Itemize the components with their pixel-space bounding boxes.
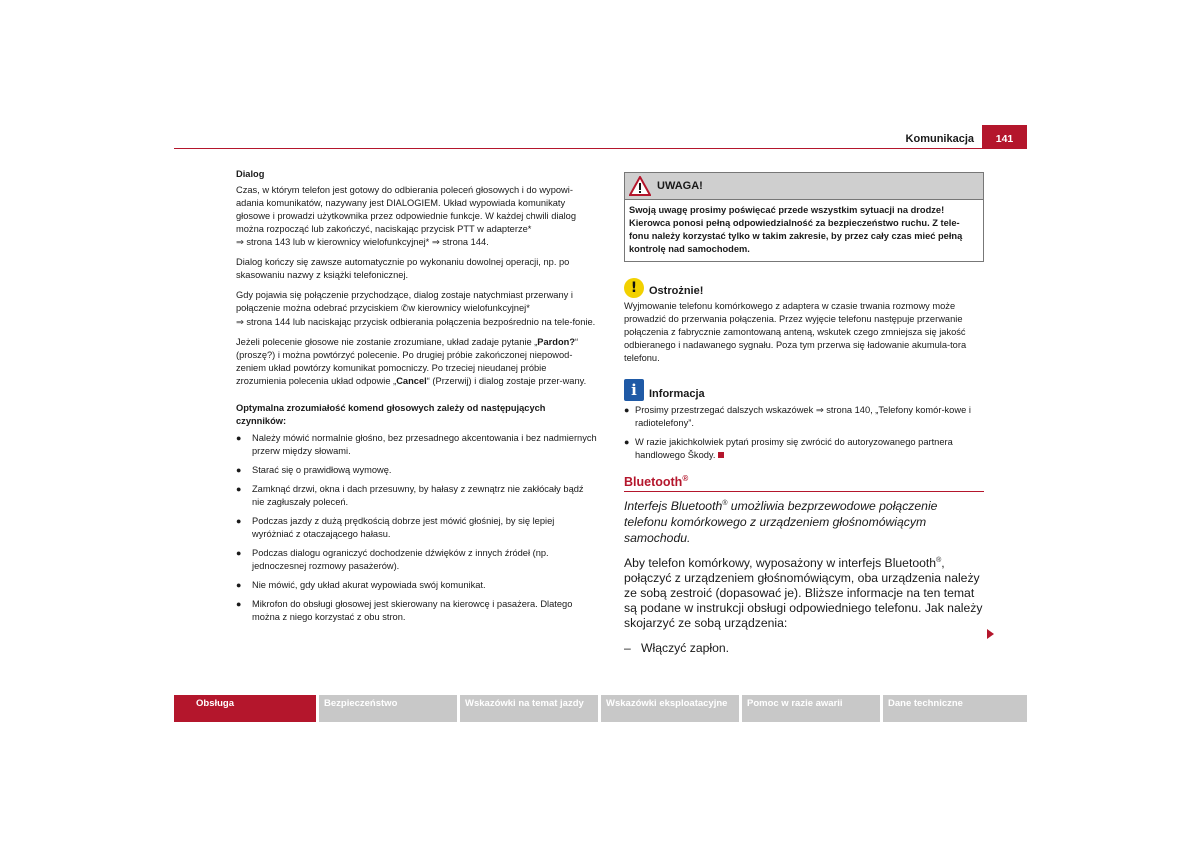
bullet-text: Podczas dialogu ograniczyć dochodzenie dźwięków z innych źródeł (np. jednoczesnej rozmowy pasażerów).: [252, 548, 549, 571]
left-column: [236, 168, 598, 630]
bullet-text: Starać się o prawidłową wymowę.: [252, 465, 392, 475]
list-item: [624, 436, 984, 462]
pardon-text-c: “ (Przerwij) i dialog zostaje przer-wany.: [426, 376, 587, 386]
bullet-icon: ●: [236, 433, 242, 443]
dialog-text: Czas, w którym telefon jest gotowy do odbierania poleceń głosowych i do wypowi-adania komunikatów, nazywany jest DIALOGIEM. Układ wypowiada komunikaty głosowe i prowadzi użytkownika przez odpowiednie funkcje. W każdej chwili dialog można rozpocząć lub zakończyć, naciskając przycisk PTT w adapterze*: [236, 185, 577, 234]
caution-text: Wyjmowanie telefonu komórkowego z adaptera w czasie trwania rozmowy może prowadzić do przerwania połączenia. Przez wyjęcie telefonu następuje przerwanie połączenia z fabrycznie zamontowaną anteną, wskutek czego zmniejsza się jakość odbieranego i nadawanego sygnału. Poza tym przerwa się ładowanie akumula-tora telefonu.: [624, 301, 967, 363]
pardon-text-b: “ (proszę?) i można powtórzyć polecenie. Po drugiej próbie zakończonej niepowod-zeniem układ powtórzy komunikat pomocniczy. Po trzeciej nieudanej próbie zrozumienia polecenia układ odpowie „: [236, 337, 579, 386]
info-title: Informacja: [649, 388, 705, 400]
dialog-heading: Dialog: [236, 169, 265, 179]
warning-header: [625, 173, 983, 200]
caution-header: [624, 278, 984, 298]
dialog-reference: ⇒ strona 143 lub w kierownicy wielofunkcyjnej* ⇒ strona 144.: [236, 237, 489, 247]
bullet-text: Podczas jazdy z dużą prędkością dobrze jest mówić głośniej, by się lepiej wyróżniać z otaczającego hałasu.: [252, 516, 555, 539]
bullet-text: Należy mówić normalnie głośno, bez przesadnego akcentowania i bez nadmiernych przerw między słowami.: [252, 433, 597, 456]
bluetooth-step: [624, 641, 984, 656]
tab-obsluga[interactable]: Obsługa: [174, 695, 316, 722]
bluetooth-intro: [624, 498, 984, 546]
pardon-keyword: Pardon?: [537, 337, 576, 347]
list-item: [236, 515, 598, 541]
info-icon: i: [624, 379, 644, 401]
bluetooth-intro-a: Interfejs Bluetooth: [624, 499, 723, 513]
incoming-call-text-2: w kierownicy wielofunkcyjnej*: [408, 303, 530, 313]
info-bullet-text: Prosimy przestrzegać dalszych wskazówek ⇒ strona 140, „Telefony komór-kowe i radiotelefony”.: [635, 405, 971, 428]
registered-mark: ®: [682, 473, 689, 483]
bluetooth-body-b: , połączyć z urządzeniem głośnomówiącym, oba urządzenia należy ze sobą zestroić (dopasować je). Bliższe informacje na ten temat są podane w instrukcji obsługi odpowiedniego telefonu. Jak należy skojarzyć ze sobą urządzenia:: [624, 556, 983, 630]
chapter-tabs: [174, 695, 1027, 722]
bullet-icon: ●: [236, 484, 242, 494]
dialog-paragraph-4: [236, 336, 598, 388]
list-item: [624, 404, 984, 430]
incoming-call-text: Gdy pojawia się połączenie przychodzące, dialog zostaje natychmiast przerwany i połączenie można odebrać przyciskiem: [236, 290, 573, 313]
tab-dane-techniczne[interactable]: Dane techniczne: [883, 695, 1027, 722]
phone-handset-icon: ✆: [400, 304, 409, 314]
dialog-paragraph-2: Dialog kończy się zawsze automatycznie po wykonaniu dowolnej operacji, np. po skasowaniu nazwy z książki telefonicznej.: [236, 257, 570, 280]
list-item: [236, 483, 598, 509]
bullet-icon: ●: [624, 437, 630, 447]
info-header: [624, 379, 984, 401]
bullet-text: Mikrofon do obsługi głosowej jest skierowany na kierowcę i pasażera. Dlatego można z niego korzystać z obu stron.: [252, 599, 573, 622]
step-text: Włączyć zapłon.: [641, 641, 730, 655]
bullet-icon: ●: [236, 465, 242, 475]
bluetooth-body: [624, 556, 984, 631]
tab-bezpieczenstwo[interactable]: Bezpieczeństwo: [319, 695, 457, 722]
tab-wskazowki-jazdy[interactable]: Wskazówki na temat jazdy: [460, 695, 598, 722]
cancel-keyword: Cancel: [396, 376, 427, 386]
bluetooth-heading-text: Bluetooth: [624, 475, 683, 489]
list-item: [236, 579, 598, 592]
bullet-icon: ●: [236, 548, 242, 558]
info-bullet-text: [635, 436, 984, 462]
list-item: [236, 464, 598, 477]
caution-icon: !: [624, 278, 644, 298]
step-dash: –: [624, 641, 631, 655]
tab-wskazowki-eksploatacyjne[interactable]: Wskazówki eksploatacyjne: [601, 695, 739, 722]
bluetooth-heading: [624, 473, 984, 492]
dialog-paragraph-1: [236, 184, 598, 249]
bullet-icon: ●: [624, 405, 630, 415]
bullet-text: Nie mówić, gdy układ akurat wypowiada swój komunikat.: [252, 580, 486, 590]
optimal-bullet-list: [236, 432, 598, 624]
section-title: Komunikacja: [905, 133, 974, 145]
header-rule: [174, 148, 982, 149]
list-item: [236, 432, 598, 458]
incoming-call-reference: ⇒ strona 144 lub naciskając przycisk odbierania połączenia bezpośrednio na tele-fonie.: [236, 317, 596, 327]
bullet-icon: ●: [236, 516, 242, 526]
optimal-heading: Optymalna zrozumiałość komend głosowych zależy od następujących czynników:: [236, 403, 546, 426]
bullet-icon: ●: [236, 599, 242, 609]
bluetooth-intro-b: umożliwia bezprzewodowe połączenie telefonu komórkowego z urządzeniem głośnomówiącym samochodu.: [624, 499, 938, 545]
list-item: [236, 598, 598, 624]
caution-title: Ostrożnie!: [649, 285, 704, 297]
registered-mark: ®: [722, 499, 728, 507]
page-number: 141: [982, 125, 1027, 149]
bullet-text: Zamknąć drzwi, okna i dach przesuwny, by hałasy z zewnątrz nie zakłócały bądź nie zagłuszały poleceń.: [252, 484, 584, 507]
end-of-section-icon: [718, 452, 724, 458]
right-column: [624, 172, 984, 656]
warning-triangle-icon: [629, 176, 651, 196]
warning-title: UWAGA!: [657, 179, 703, 192]
list-item: [236, 547, 598, 573]
pardon-text-a: Jeżeli polecenie głosowe nie zostanie zrozumiane, układ zadaje pytanie „: [236, 337, 538, 347]
warning-text: Swoją uwagę prosimy poświęcać przede wszystkim sytuacji na drodze! Kierowca ponosi pełną odpowiedzialność za bezpieczeństwo ruchu. Z tele-fonu należy korzystać tylko w takim zakresie, by przez cały czas mieć pełną kontrolę nad samochodem.: [629, 205, 963, 254]
bluetooth-body-a: Aby telefon komórkowy, wyposażony w interfejs Bluetooth: [624, 556, 937, 570]
registered-mark: ®: [936, 556, 942, 564]
dialog-paragraph-3: [236, 289, 598, 329]
warning-box: [624, 172, 984, 262]
next-page-arrow-icon[interactable]: [987, 629, 994, 639]
tab-pomoc-awarii[interactable]: Pomoc w razie awarii: [742, 695, 880, 722]
info-bullet-text-content: W razie jakichkolwiek pytań prosimy się zwrócić do autoryzowanego partnera handlowego Škody.: [635, 437, 953, 460]
bullet-icon: ●: [236, 580, 242, 590]
